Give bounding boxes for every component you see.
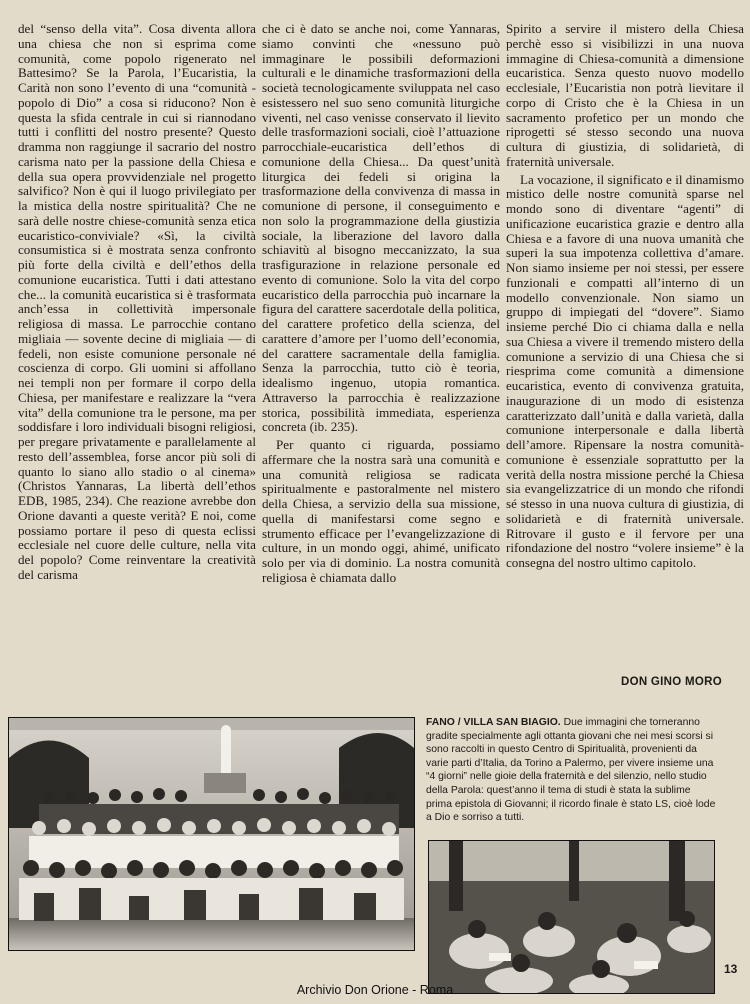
article-column-3 (506, 22, 744, 694)
photo-caption (426, 716, 718, 825)
author-signature: DON GINO MORO (620, 676, 722, 688)
caption-location: FANO / VILLA SAN BIAGIO. (426, 717, 561, 728)
page-number: 13 (724, 962, 738, 976)
archive-label: Archivio Don Orione - Roma (296, 983, 454, 997)
article-paragraph: Spirito a servire il mistero della Chiesa perchè esso si visibilizzi in una nuova immagine di Chiesa-comunità a dimensione eucaristica. Senza questo nuovo modello ecclesiale, l’Eucaristia non potrà lievitare il corpo di Cristo che è la Chiesa in un sacramento profetico per un mondo che riprogetti sé stesso secondo una nuova cultura di giustizia, di solidarietà, di fraternità universale. (506, 22, 744, 169)
article-column-2 (262, 22, 500, 694)
article-paragraph: Per quanto ci riguarda, possiamo affermare che la nostra sarà una comunità e una comunità religiosa se radicata spiritualmente e pastoralmente nel mistero della Chiesa, a servizio della sua missione, quella di manifestarsi come segno e strumento efficace per l’evangelizzazione di culture, in un mondo oggi, ahimé, unificato solo per via di dominio. La nostra comunità religiosa è chiamata dallo (262, 437, 500, 585)
caption-text: Due immagini che torneranno gradite specialmente agli ottanta giovani che nei mesi scorsi si sono raccolti in questo Centro di Spiritualità, provenienti da varie parti d’Italia, da Torino a Palermo, per vivere insieme una “4 giorni” nelle gioie della fraternità e del silenzio, nello studio della Parola: quest’anno il tema di studi è stata la sublime prima epistola di Giovanni; il ricordo finale è stato LS, cioè lode a Dio e sorriso a tutti. (426, 717, 716, 824)
article-paragraph: del “senso della vita”. Cosa diventa allora una chiesa che non si esprima come comunità, come popolo rigenerato nel Battesimo? Se la Parola, l’Eucaristia, la Carità non sono l’evento di una “comunità - popolo di Dio” a cosa si riducono? Non è questa la sfida centrale in cui si riannodano tutti i conflitti del nostro presente? Questo dramma non raggiunge il sacrario del nostro carisma nato per la passione della Chiesa e della sua opera provvidenziale nel progetto salvifico? Non è qui il luogo privilegiato per la mistica della nostre spiritualità? Che ne sarà delle nostre chiese-comunità senza etica eucaristico-conviviale? «Sì, la civiltà consumistica si è mostrata senza confronto più forte della civiltà e dell’ethos della comunione eucaristica. Tutti i dati attestano che... la comunità eucaristica si è trasformata anch’essa in collettività impersonale religiosa di massa. Le parrocchie contano migliaia — sovente decine di migliaia — di fedeli, non esiste comunione personale né coscienza di corpo. Gli uomini si affollano nei templi non per formare il corpo della Chiesa, per manifestare e realizzare la “vera vita” della comunione tra le persone, ma per soddisfare i loro individuali bisogni religiosi, per pregare privatamente e parallelamente al resto dell’assemblea, forse ancor più soli di quanto lo siano allo stadio o al cinema» (Christos Yannaras, La libertà dell’ethos EDB, 1985, 234). Che reazione avrebbe don Orione davanti a queste verità? E noi, come possiamo portare il peso di questa eclissi ecclesiale nel cuore delle culture, nella vita del popolo? Come reinventare la creatività del carisma (18, 22, 256, 582)
outdoor-study-photo-image (429, 841, 714, 993)
article-paragraph: che ci è dato se anche noi, come Yannaras, siamo convinti che «nessuno può immaginare le possibili deformazioni culturali e le dinamiche trasformazioni della società tecnologicamente sviluppata nel caso esistessero nel suo seno comunità liturgiche viventi, nel caso venisse conservato il lievito delle trasformazioni sociali, cioè l’attuazione parrocchiale-eucaristica dell’ethos di comunione della Chiesa... Da quest’unità liturgica dei fedeli si origina la trasformazione della convivenza di massa in comunione di persone, il conseguimento e non solo la programmazione della giustizia sociale, la liberazione del lavoro dalla schiavitù al bisogno meccanizzato, la sua trasfigurazione in relazione personale ed evento di comunione. Solo la vita del corpo eucaristico della parrocchia può incarnare la figura del carattere sacerdotale della politica, del carattere profetico della scienza, del carattere d’amore per l’uomo dell’economia, del carattere sacramentale della famiglia. Senza la parrocchia, tutto ciò è teoria, idealismo ingenuo, utopia romantica. Attraverso la parrocchia è realizzazione storica, possibilità immediata, esperienza concreta (ib. 235). (262, 22, 500, 435)
outdoor-study-photo (428, 840, 715, 994)
group-photo (8, 717, 415, 951)
group-photo-image (9, 718, 414, 950)
article-column-1 (18, 22, 256, 694)
article-paragraph: La vocazione, il significato e il dinamismo mistico delle nostre comunità sparse nel mondo sono di diventare “agenti” di unificazione eucaristica grazie e dentro alla Chiesa e a favore di una nuova umanità che superi la sua impotenza collettiva d’amare. Non siamo insieme per noi stessi, per essere funzionali e compatti all’interno di un modello convenzionale. Non siamo un gruppo di impiegati del “dovere”. Siamo insieme perché Dio ci chiama dalla e nella sua Chiesa a vivere il tremendo mistero della comunione a servizio di una Chiesa che si riesprima come comunità a dimensione eucaristica, evento di convivenza gratuita, inaugurazione di un modo di esistenza caratterizzato dall’unità e dalla varietà, dalla comunione interpersonale e dalla libertà dell’amore. Ripensare la nostra comunità-comunione è essenziale soprattutto per la verità della nostra missione perché la Chiesa sia evangelizzatrice di un mondo che rifondi sé stesso in una nuova cultura di giustizia, di solidarietà e di fraternità universale. Ritrovare il gusto e il fervore per una rifondazione del nostro “volere insieme” è la consegna del nostro ultimo capitolo. (506, 171, 744, 570)
